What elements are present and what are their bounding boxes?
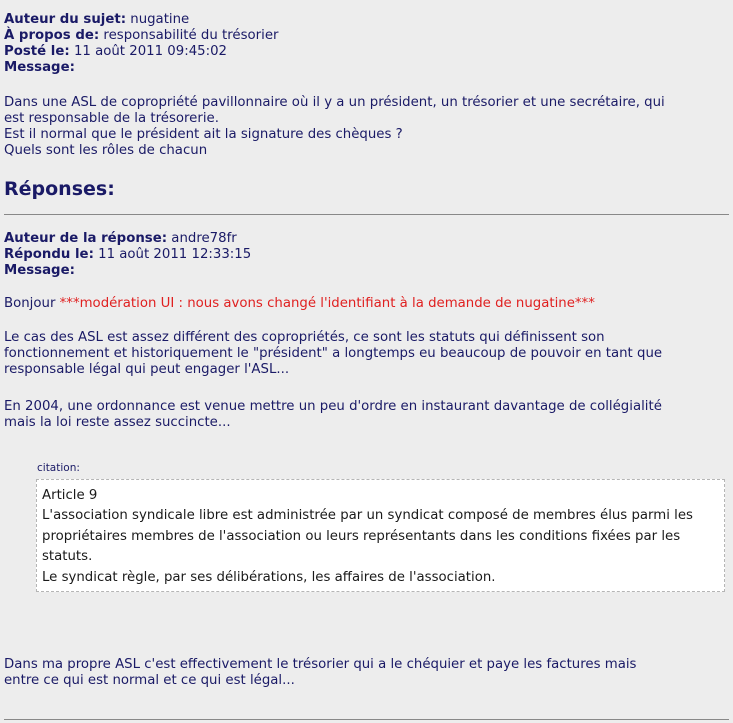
citation-line: Le syndicat règle, par ses délibérations, les affaires de l'association. <box>42 569 496 585</box>
reply-line: Le cas des ASL est assez différent des copropriétés, ce sont les statuts qui définissent son <box>4 330 605 345</box>
topic-message-line: Dans une ASL de copropriété pavillonnaire où il y a un président, un trésorier et une secrétaire, qui <box>4 95 665 110</box>
reply-author: andre78fr <box>171 231 237 246</box>
topic-message-line: Est il normal que le président ait la signature des chèques ? <box>4 127 403 142</box>
reply-author-row <box>4 231 251 247</box>
topic-author: nugatine <box>130 12 190 27</box>
reply-line: fonctionnement et historiquement le "président" a longtemps eu beaucoup de pouvoir en tant que <box>4 346 663 361</box>
topic-meta <box>4 12 278 76</box>
reply-line: responsable légal qui peut engager l'ASL... <box>4 362 290 377</box>
reply-line: entre ce qui est normal et ce qui est légal... <box>4 673 295 688</box>
reply-date: 11 août 2011 12:33:15 <box>98 247 252 262</box>
topic-author-label: Auteur du sujet: <box>4 12 127 27</box>
divider <box>4 214 729 215</box>
reply-message-label: Message: <box>4 263 75 278</box>
topic-posted-row <box>4 44 278 60</box>
reply-message-label-row <box>4 263 251 279</box>
reply-author-label: Auteur de la réponse: <box>4 231 168 246</box>
reply-line: En 2004, une ordonnance est venue mettre un peu d'ordre en instaurant davantage de collégialité <box>4 399 662 414</box>
topic-message-label-row <box>4 60 278 76</box>
divider <box>4 719 729 720</box>
topic-about-label: À propos de: <box>4 28 100 43</box>
citation-line: propriétaires membres de l'association ou leurs représentants dans les conditions fixées par les <box>42 528 681 544</box>
citation-quote <box>36 479 725 592</box>
citation-line: statuts. <box>42 549 93 565</box>
citation-label: citation: <box>37 462 80 474</box>
topic-author-row <box>4 12 278 28</box>
replies-heading: Réponses: <box>4 178 115 200</box>
topic-message-label: Message: <box>4 60 75 75</box>
reply-paragraph-3 <box>4 657 729 689</box>
moderation-note: ***modération UI : nous avons changé l'identifiant à la demande de nugatine*** <box>59 296 595 311</box>
reply-line: Dans ma propre ASL c'est effectivement le trésorier qui a le chéquier et paye les factures mais <box>4 657 637 672</box>
topic-about-row <box>4 28 278 44</box>
topic-message-line: Quels sont les rôles de chacun <box>4 143 208 158</box>
topic-posted-date: 11 août 2011 09:45:02 <box>73 44 228 59</box>
reply-date-label: Répondu le: <box>4 247 94 262</box>
reply-line: mais la loi reste assez succincte... <box>4 415 231 430</box>
reply-date-row <box>4 247 251 263</box>
reply-meta <box>4 231 251 279</box>
citation-line: L'association syndicale libre est administrée par un syndicat composé de membres élus parmi les <box>42 508 693 524</box>
topic-about: responsabilité du trésorier <box>103 28 279 43</box>
reply-paragraph-1 <box>4 330 729 378</box>
reply-greeting-line <box>4 296 729 312</box>
reply-greeting: Bonjour <box>4 296 56 311</box>
topic-message-line: est responsable de la trésorerie. <box>4 111 219 126</box>
topic-posted-label: Posté le: <box>4 44 70 59</box>
citation-line: Article 9 <box>42 488 98 503</box>
reply-paragraph-2 <box>4 399 729 431</box>
topic-message <box>4 95 729 159</box>
